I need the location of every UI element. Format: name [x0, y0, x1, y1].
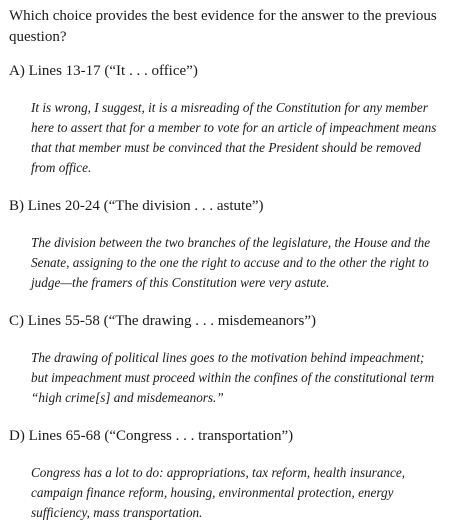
choice-b-quote: The division between the two branches of the legislature, the House and the Senate, assigning to the one the right to accuse and to the other the right to judge—the framers of this Constitution were very astute.: [31, 235, 431, 290]
choice-a-lines: Lines 13-17 (“It . . . office”): [28, 63, 198, 79]
choice-c-lines: Lines 55-58 (“The drawing . . . misdemeanors”): [27, 313, 316, 329]
choice-a-quote: It is wrong, I suggest, it is a misreading of the Constitution for any member here to assert that for a member to vote for an article of impeachment means that that member must be convinced that the President should be removed from office.: [31, 100, 437, 175]
answer-choice-c[interactable]: [9, 311, 445, 408]
choice-c-header[interactable]: [9, 311, 445, 331]
choice-a-header[interactable]: [9, 61, 445, 81]
choice-c-quote: The drawing of political lines goes to the motivation behind impeachment; but impeachment must proceed within the confines of the constitutional term “high crime[s] and misdemeanors.”: [31, 350, 435, 405]
choice-d-quote: Congress has a lot to do: appropriations, tax reform, health insurance, campaign finance reform, housing, environmental protection, energy sufficiency, mass transportation.: [31, 465, 406, 520]
choice-a-letter: A): [9, 63, 25, 79]
choice-d-letter: D): [9, 428, 25, 444]
question-text: Which choice provides the best evidence for the answer to the previous question?: [9, 8, 437, 45]
choice-b-header[interactable]: [9, 196, 445, 216]
choice-b-lines: Lines 20-24 (“The division . . . astute”): [27, 198, 264, 214]
answer-choice-d[interactable]: [9, 426, 445, 523]
choice-d-lines: Lines 65-68 (“Congress . . . transportation”): [28, 428, 294, 444]
choice-d-header[interactable]: [9, 426, 445, 446]
answer-choice-b[interactable]: [9, 196, 445, 293]
choice-b-letter: B): [9, 198, 24, 214]
choice-c-letter: C): [9, 313, 24, 329]
answer-choice-a[interactable]: [9, 61, 445, 178]
